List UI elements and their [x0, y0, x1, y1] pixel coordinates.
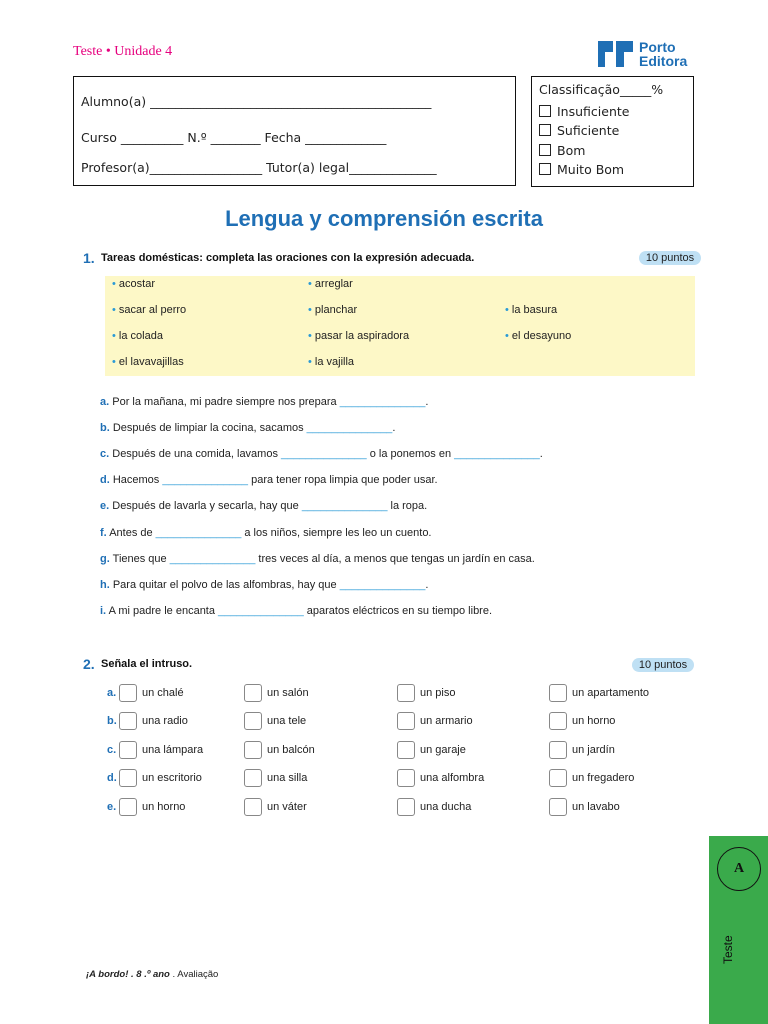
row-letter: a. [107, 687, 117, 699]
intruder-option[interactable]: una alfombra [397, 769, 484, 787]
option-suficiente[interactable]: Suficiente [539, 123, 619, 138]
checkbox-icon[interactable] [539, 124, 551, 136]
bullet-icon: • [112, 356, 119, 368]
bullet-icon: • [112, 304, 119, 316]
answer-blank[interactable]: ______________ [218, 604, 304, 617]
intruder-option[interactable]: un fregadero [549, 769, 634, 787]
checkbox-icon[interactable] [539, 144, 551, 156]
answer-blank[interactable]: ______________ [301, 500, 388, 513]
q1-points-badge: 10 puntos [639, 251, 701, 265]
intruder-option[interactable]: una ducha [397, 798, 471, 816]
bullet-icon: • [308, 304, 315, 316]
sentence-g: g. Tienes que ______________ tres veces al día, a menos que tengas un jardín en casa. [100, 552, 535, 565]
answer-blank[interactable]: ______________ [169, 552, 256, 565]
word-bank-item: • el lavavajillas [112, 356, 184, 368]
answer-blank[interactable]: ______________ [339, 396, 426, 408]
sentence-a: a. Por la mañana, mi padre siempre nos prepara ______________. [100, 396, 429, 408]
row-letter: d. [107, 772, 117, 785]
sentence-h: h. Para quitar el polvo de las alfombras, hay que ______________. [100, 578, 429, 591]
sentence-f: f. Antes de ______________ a los niños, siempre les leo un cuento. [100, 526, 432, 539]
word-bank-item: • pasar la aspiradora [308, 330, 410, 342]
side-tab [709, 836, 768, 1024]
sentence-b: b. Después de limpiar la cocina, sacamos ______________. [100, 422, 396, 435]
sentence-e: e. Después de lavarla y secarla, hay que ______________ la ropa. [100, 500, 428, 513]
curso-fecha-field[interactable]: Curso __________ N.º ________ Fecha _____________ [81, 130, 387, 145]
answer-blank[interactable]: ______________ [339, 578, 426, 591]
intruder-option[interactable]: una silla [244, 769, 307, 787]
footer-section: Avaliação [177, 969, 219, 980]
row-letter: e. [107, 800, 117, 813]
q2-title: Señala el intruso. [101, 658, 193, 670]
checkbox-icon[interactable] [244, 684, 262, 702]
bullet-icon: • [308, 356, 315, 368]
intruder-option[interactable]: un escritorio [119, 769, 202, 787]
intruder-option[interactable]: un salón [244, 684, 309, 702]
checkbox-icon[interactable] [244, 769, 262, 787]
footer-separator: . [169, 969, 178, 980]
intruder-option[interactable]: un garaje [397, 741, 466, 759]
word-bank-item: • la basura [505, 304, 558, 316]
checkbox-icon[interactable] [119, 769, 137, 787]
intruder-option[interactable]: un chalé [119, 684, 184, 702]
porto-editora-logo [597, 40, 697, 70]
q1-number: 1. [83, 250, 95, 266]
checkbox-icon[interactable] [539, 163, 551, 175]
answer-blank[interactable]: ______________ [454, 448, 540, 461]
bullet-icon: • [505, 330, 512, 342]
classification-box [531, 76, 694, 187]
checkbox-icon[interactable] [539, 105, 551, 117]
word-bank-item: • sacar al perro [112, 304, 187, 316]
checkbox-icon[interactable] [244, 741, 262, 759]
alumno-field[interactable]: Alumno(a) _____________________________________________ [81, 94, 432, 109]
checkbox-icon[interactable] [549, 712, 567, 730]
version-circle: A [717, 847, 761, 891]
student-info-box [73, 76, 516, 186]
sentence-c: c. Después de una comida, lavamos ______________ o la ponemos en ______________. [100, 448, 543, 461]
answer-blank[interactable]: ______________ [306, 422, 393, 435]
footer-book: ¡A bordo! . 8 .º ano [86, 969, 170, 980]
checkbox-icon[interactable] [549, 741, 567, 759]
checkbox-icon[interactable] [549, 798, 567, 816]
bullet-icon: • [505, 304, 512, 316]
intruder-option[interactable]: un horno [549, 712, 615, 730]
footer [86, 969, 218, 980]
side-tab-label: Teste [721, 935, 735, 964]
sentence-d: d. Hacemos ______________ para tener ropa limpia que poder usar. [100, 474, 438, 487]
bullet-icon: • [112, 278, 119, 290]
bullet-icon: • [308, 278, 315, 290]
checkbox-icon[interactable] [244, 798, 262, 816]
word-bank-item: • la vajilla [308, 356, 355, 368]
q2-points-badge: 10 puntos [632, 658, 694, 672]
checkbox-icon[interactable] [549, 684, 567, 702]
row-letter: c. [107, 743, 117, 756]
checkbox-icon[interactable] [397, 769, 415, 787]
option-insuficiente[interactable]: Insuficiente [539, 104, 629, 119]
word-bank-item: • la colada [112, 330, 163, 342]
intruder-option[interactable]: un horno [119, 798, 185, 816]
page-title: Lengua y comprensión escrita [225, 206, 543, 231]
word-bank-item: • el desayuno [505, 330, 572, 342]
bullet-icon: • [308, 330, 315, 342]
profesor-tutor-field[interactable]: Profesor(a)__________________ Tutor(a) legal______________ [81, 160, 437, 175]
row-letter: b. [107, 715, 117, 728]
checkbox-icon[interactable] [119, 798, 137, 816]
classification-label[interactable]: Classificação_____% [539, 82, 664, 97]
checkbox-icon[interactable] [397, 798, 415, 816]
word-bank-item: • planchar [308, 304, 358, 316]
intruder-option[interactable]: una radio [119, 712, 188, 730]
intruder-option[interactable]: una lámpara [119, 741, 203, 759]
option-muito-bom[interactable]: Muito Bom [539, 162, 624, 177]
intruder-option[interactable]: un balcón [244, 741, 315, 759]
intruder-option[interactable]: un jardín [549, 741, 615, 759]
word-bank-item: • acostar [112, 278, 155, 290]
intruder-option[interactable]: un armario [397, 712, 473, 730]
checkbox-icon[interactable] [119, 684, 137, 702]
logo-text-line1: Porto [639, 39, 676, 55]
bullet-icon: • [112, 330, 119, 342]
word-bank [105, 276, 695, 376]
intruder-option[interactable]: un piso [397, 684, 455, 702]
option-bom[interactable]: Bom [539, 143, 585, 158]
word-bank-item: • arreglar [308, 278, 353, 290]
logo-icon [597, 40, 635, 68]
answer-blank[interactable]: ______________ [155, 526, 242, 539]
checkbox-icon[interactable] [397, 741, 415, 759]
checkbox-icon[interactable] [244, 712, 262, 730]
intruder-option[interactable]: una tele [244, 712, 306, 730]
answer-blank[interactable]: ______________ [281, 448, 367, 461]
q1-title: Tareas domésticas: completa las oraciones con la expresión adecuada. [101, 252, 475, 264]
intruder-option[interactable]: un váter [244, 798, 307, 816]
answer-blank[interactable]: ______________ [162, 474, 249, 487]
logo-text-line2: Editora [639, 53, 688, 69]
intruder-option[interactable]: un lavabo [549, 798, 620, 816]
checkbox-icon[interactable] [397, 712, 415, 730]
q2-number: 2. [83, 656, 95, 672]
checkbox-icon[interactable] [549, 769, 567, 787]
checkbox-icon[interactable] [119, 712, 137, 730]
unit-label: Teste • Unidade 4 [73, 44, 173, 59]
checkbox-icon[interactable] [119, 741, 137, 759]
intruder-option[interactable]: un apartamento [549, 684, 649, 702]
sentence-i: i. A mi padre le encanta ______________ aparatos eléctricos en su tiempo libre. [100, 604, 493, 617]
checkbox-icon[interactable] [397, 684, 415, 702]
